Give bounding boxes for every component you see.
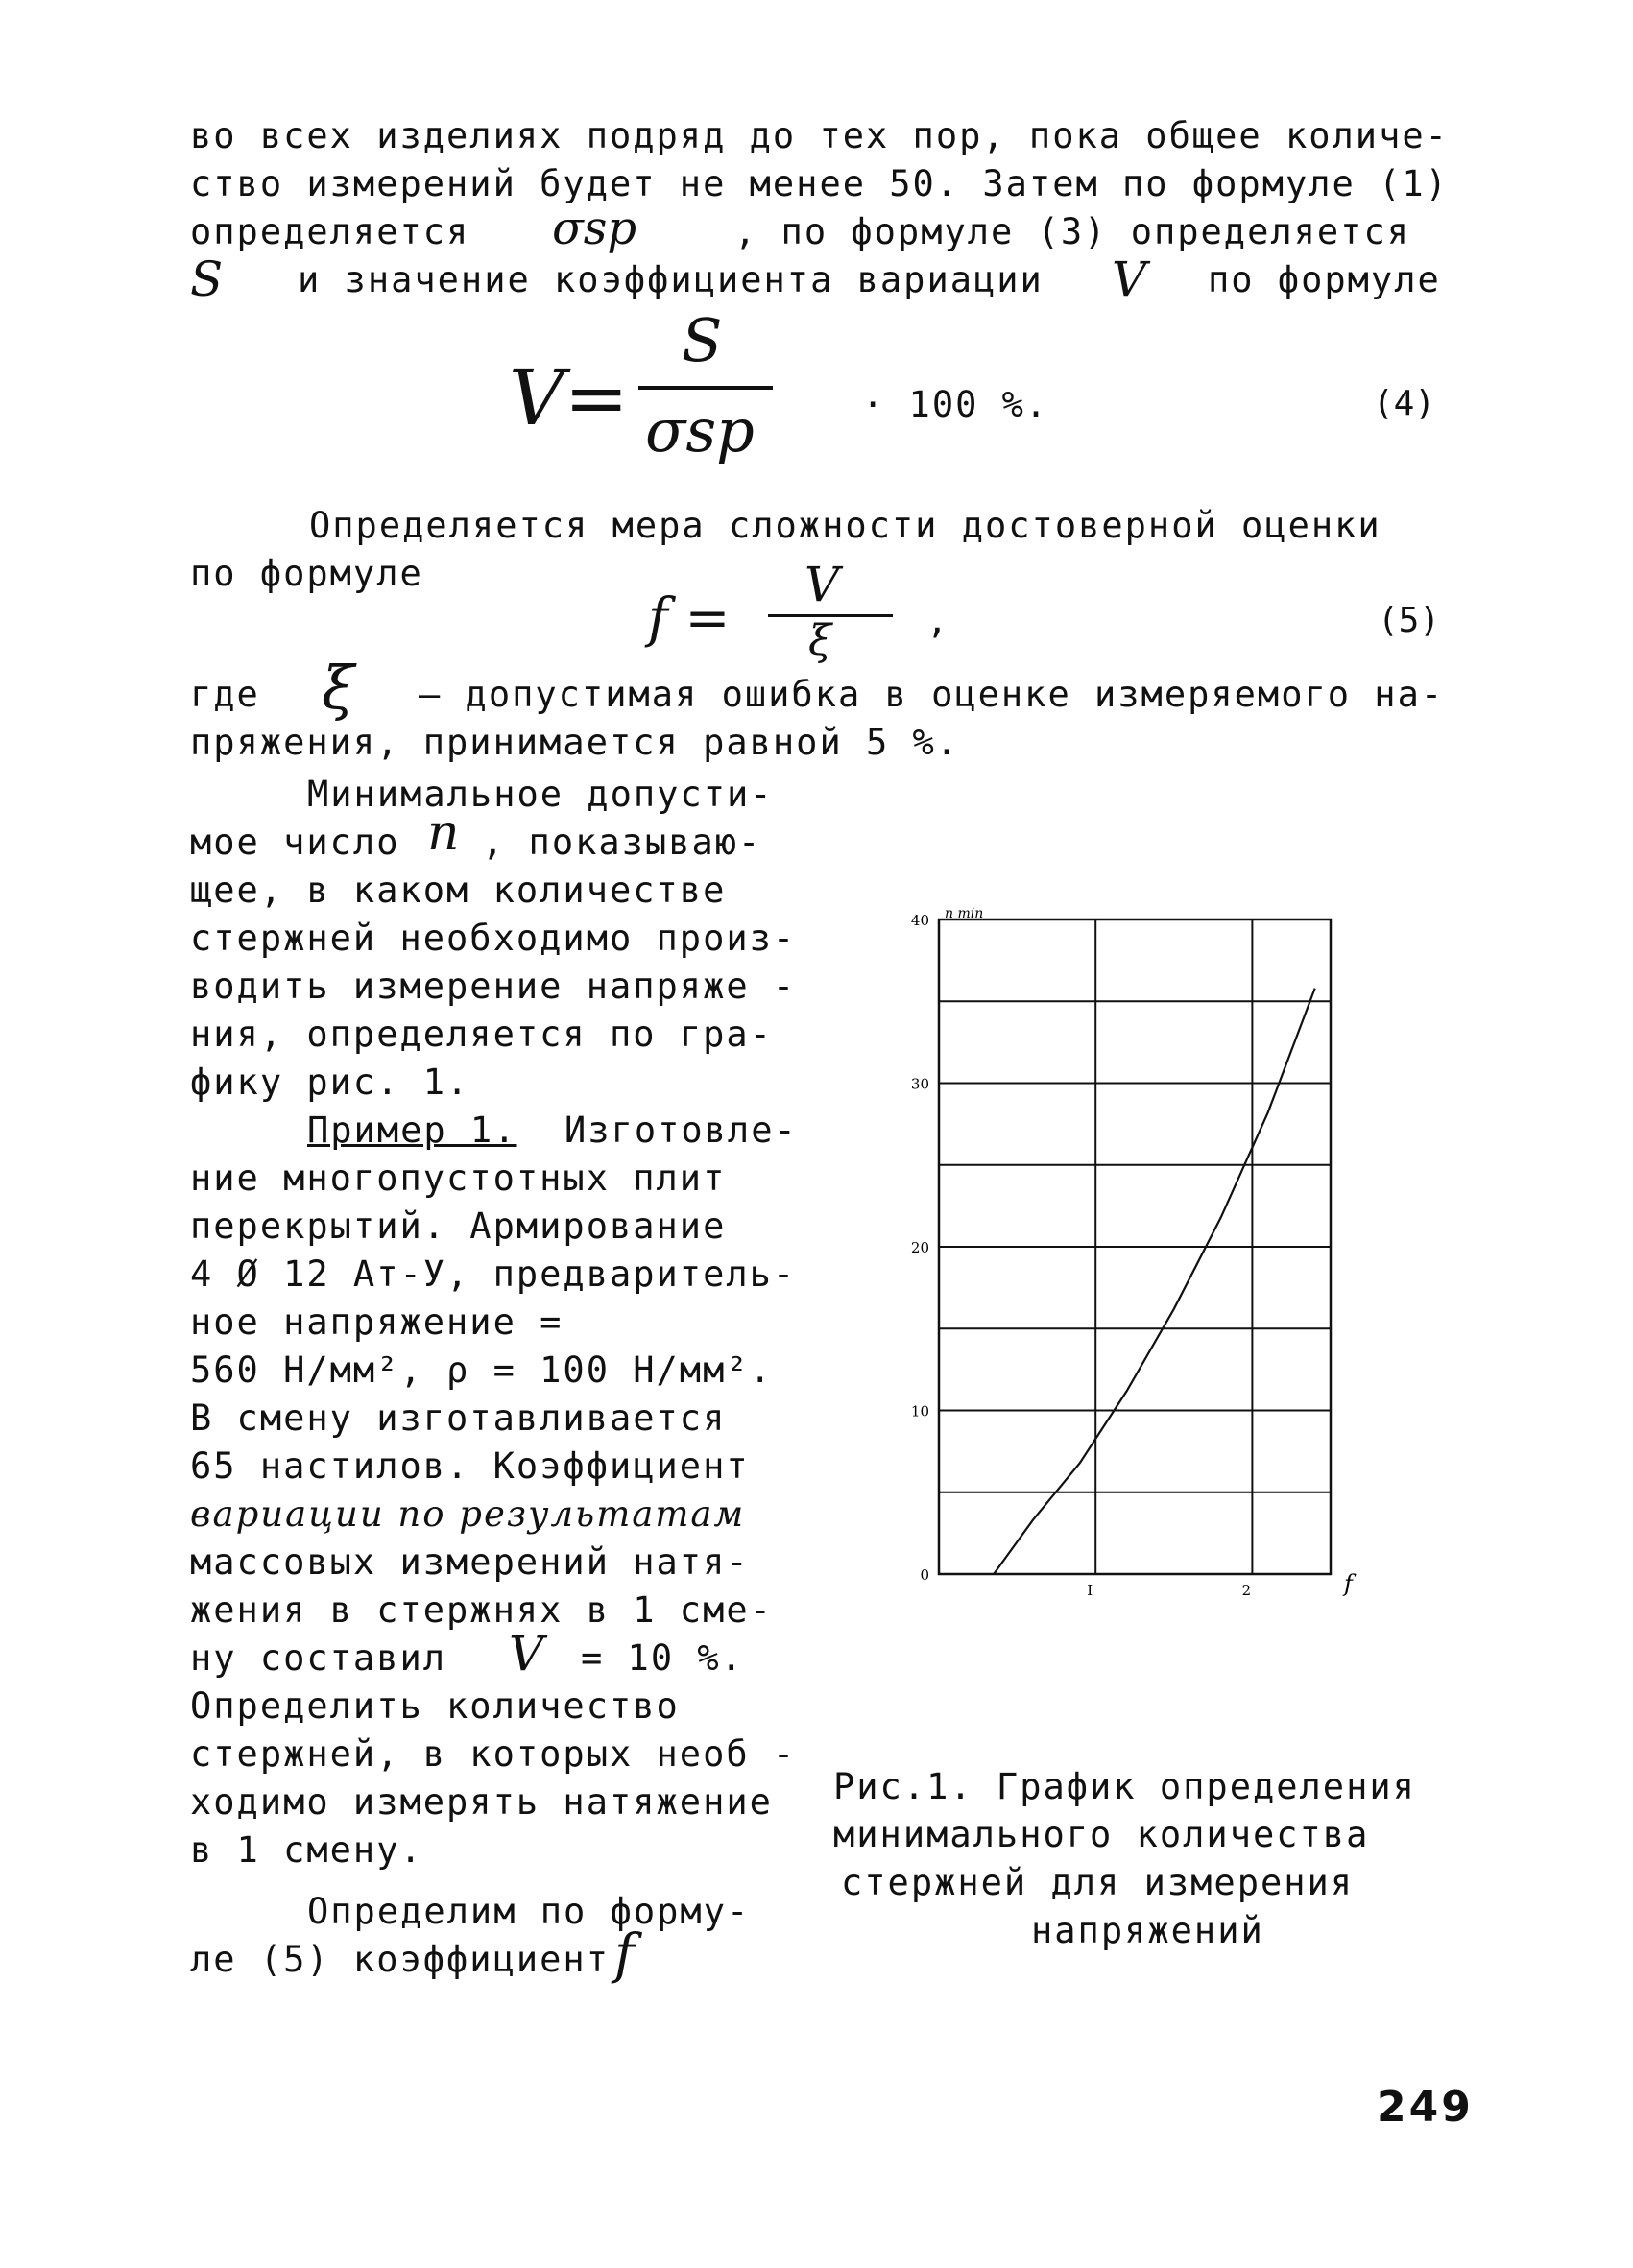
column-line: стержней необходимо произ-: [190, 918, 797, 959]
sigma-sp-symbol: σsp: [552, 202, 637, 255]
f-symbol: f: [614, 1923, 635, 1986]
column-line: фику рис. 1.: [190, 1062, 470, 1103]
x-tick-label: 2: [1241, 1582, 1252, 1599]
v-symbol: V: [509, 1626, 544, 1682]
paragraph-line: и значение коэффициента вариации: [298, 259, 1044, 300]
y-tick-label: 40: [910, 912, 929, 929]
caption-line: минимального количества: [833, 1814, 1370, 1855]
example-label: Пример 1.: [307, 1110, 517, 1151]
column-line: ние многопустотных плит: [190, 1158, 727, 1199]
v-symbol: V: [1112, 251, 1147, 307]
column-line: массовых измерений натя-: [190, 1541, 750, 1583]
fraction-bar: [638, 386, 773, 390]
column-line: Определить количество: [190, 1685, 680, 1727]
series-line-n-min: [994, 989, 1315, 1574]
column-line: = 10 %.: [581, 1637, 744, 1679]
paragraph-line: во всех изделиях подряд до тех пор, пока общее количе-: [190, 115, 1449, 156]
column-line: Определим по форму-: [307, 1891, 751, 1932]
column-line: водить измерение напряже -: [190, 966, 797, 1007]
column-line: Минимальное допусти-: [307, 774, 774, 815]
s-symbol: S: [190, 251, 224, 307]
xi-symbol: ξ: [322, 653, 355, 723]
paragraph-line: ство измерений будет не менее 50. Затем по формуле (1): [190, 163, 1449, 204]
formula-5-numerator: V: [804, 557, 840, 612]
n-symbol: n: [427, 804, 460, 862]
formula-5-lhs: f =: [648, 587, 731, 650]
paragraph-line: , по формуле (3) определяется: [734, 211, 1411, 252]
formula-4-numerator: S: [682, 305, 723, 375]
y-tick-label: 20: [910, 1239, 929, 1256]
formula-5-denominator: ξ: [808, 616, 832, 665]
column-line: стержней, в которых необ -: [190, 1733, 797, 1775]
y-tick-label: 10: [910, 1402, 929, 1420]
caption-line: Рис.1. График определения: [833, 1766, 1416, 1807]
formula-4-number: (4): [1373, 384, 1436, 423]
formula-4-denominator: σsp: [645, 395, 755, 466]
figure-chart: [893, 902, 1392, 1603]
column-line: 4 Ø 12 Ат-У, предваритель-: [190, 1253, 797, 1295]
column-line: ле (5) коэффициент: [190, 1939, 610, 1980]
y-tick-label: 30: [910, 1075, 929, 1093]
column-line: ну составил: [190, 1637, 447, 1679]
column-line: , показываю-: [482, 822, 762, 863]
column-line: Изготовле-: [564, 1110, 798, 1151]
column-line: щее, в каком количестве: [190, 870, 727, 911]
column-line: жения в стержнях в 1 сме-: [190, 1589, 773, 1631]
paragraph-line: по формуле: [1208, 259, 1441, 300]
column-line: ходимо измерять натяжение: [190, 1781, 773, 1823]
caption-line: стержней для измерения: [841, 1862, 1355, 1903]
column-line: В смену изготавливается: [190, 1397, 727, 1439]
formula-5-number: (5): [1378, 601, 1441, 640]
column-line: вариации по результатам: [190, 1493, 746, 1535]
formula-5-comma: ,: [926, 600, 950, 641]
x-tick-label: I: [1087, 1582, 1093, 1599]
caption-line: напряжений: [1031, 1910, 1264, 1951]
paragraph-line: – допустимая ошибка в оценке измеряемого на-: [419, 674, 1445, 715]
column-line: ное напряжение =: [190, 1301, 564, 1343]
formula-4-factor: · 100 %.: [862, 384, 1049, 425]
column-line: мое число: [190, 822, 400, 863]
paragraph-line: Определяется мера сложности достоверной оценки: [309, 505, 1381, 546]
paragraph-line: пряжения, принимается равной 5 %.: [190, 722, 960, 763]
column-line: в 1 смену.: [190, 1829, 423, 1871]
paragraph-line: определяется: [190, 211, 470, 252]
y-tick-label: 0: [920, 1566, 929, 1584]
column-line: ния, определяется по гра-: [190, 1014, 773, 1055]
page-number: 249: [1377, 2083, 1474, 2132]
column-line: перекрытий. Армирование: [190, 1206, 727, 1247]
y-axis-label: n min: [945, 906, 984, 921]
column-line: 560 Н/мм², ρ = 100 Н/мм².: [190, 1349, 773, 1391]
paragraph-line: по формуле: [190, 553, 423, 594]
column-line: 65 настилов. Коэффициент: [190, 1445, 750, 1487]
paragraph-line: где: [190, 674, 260, 715]
formula-4-lhs: V=: [509, 353, 629, 442]
x-axis-label: f: [1344, 1570, 1353, 1597]
